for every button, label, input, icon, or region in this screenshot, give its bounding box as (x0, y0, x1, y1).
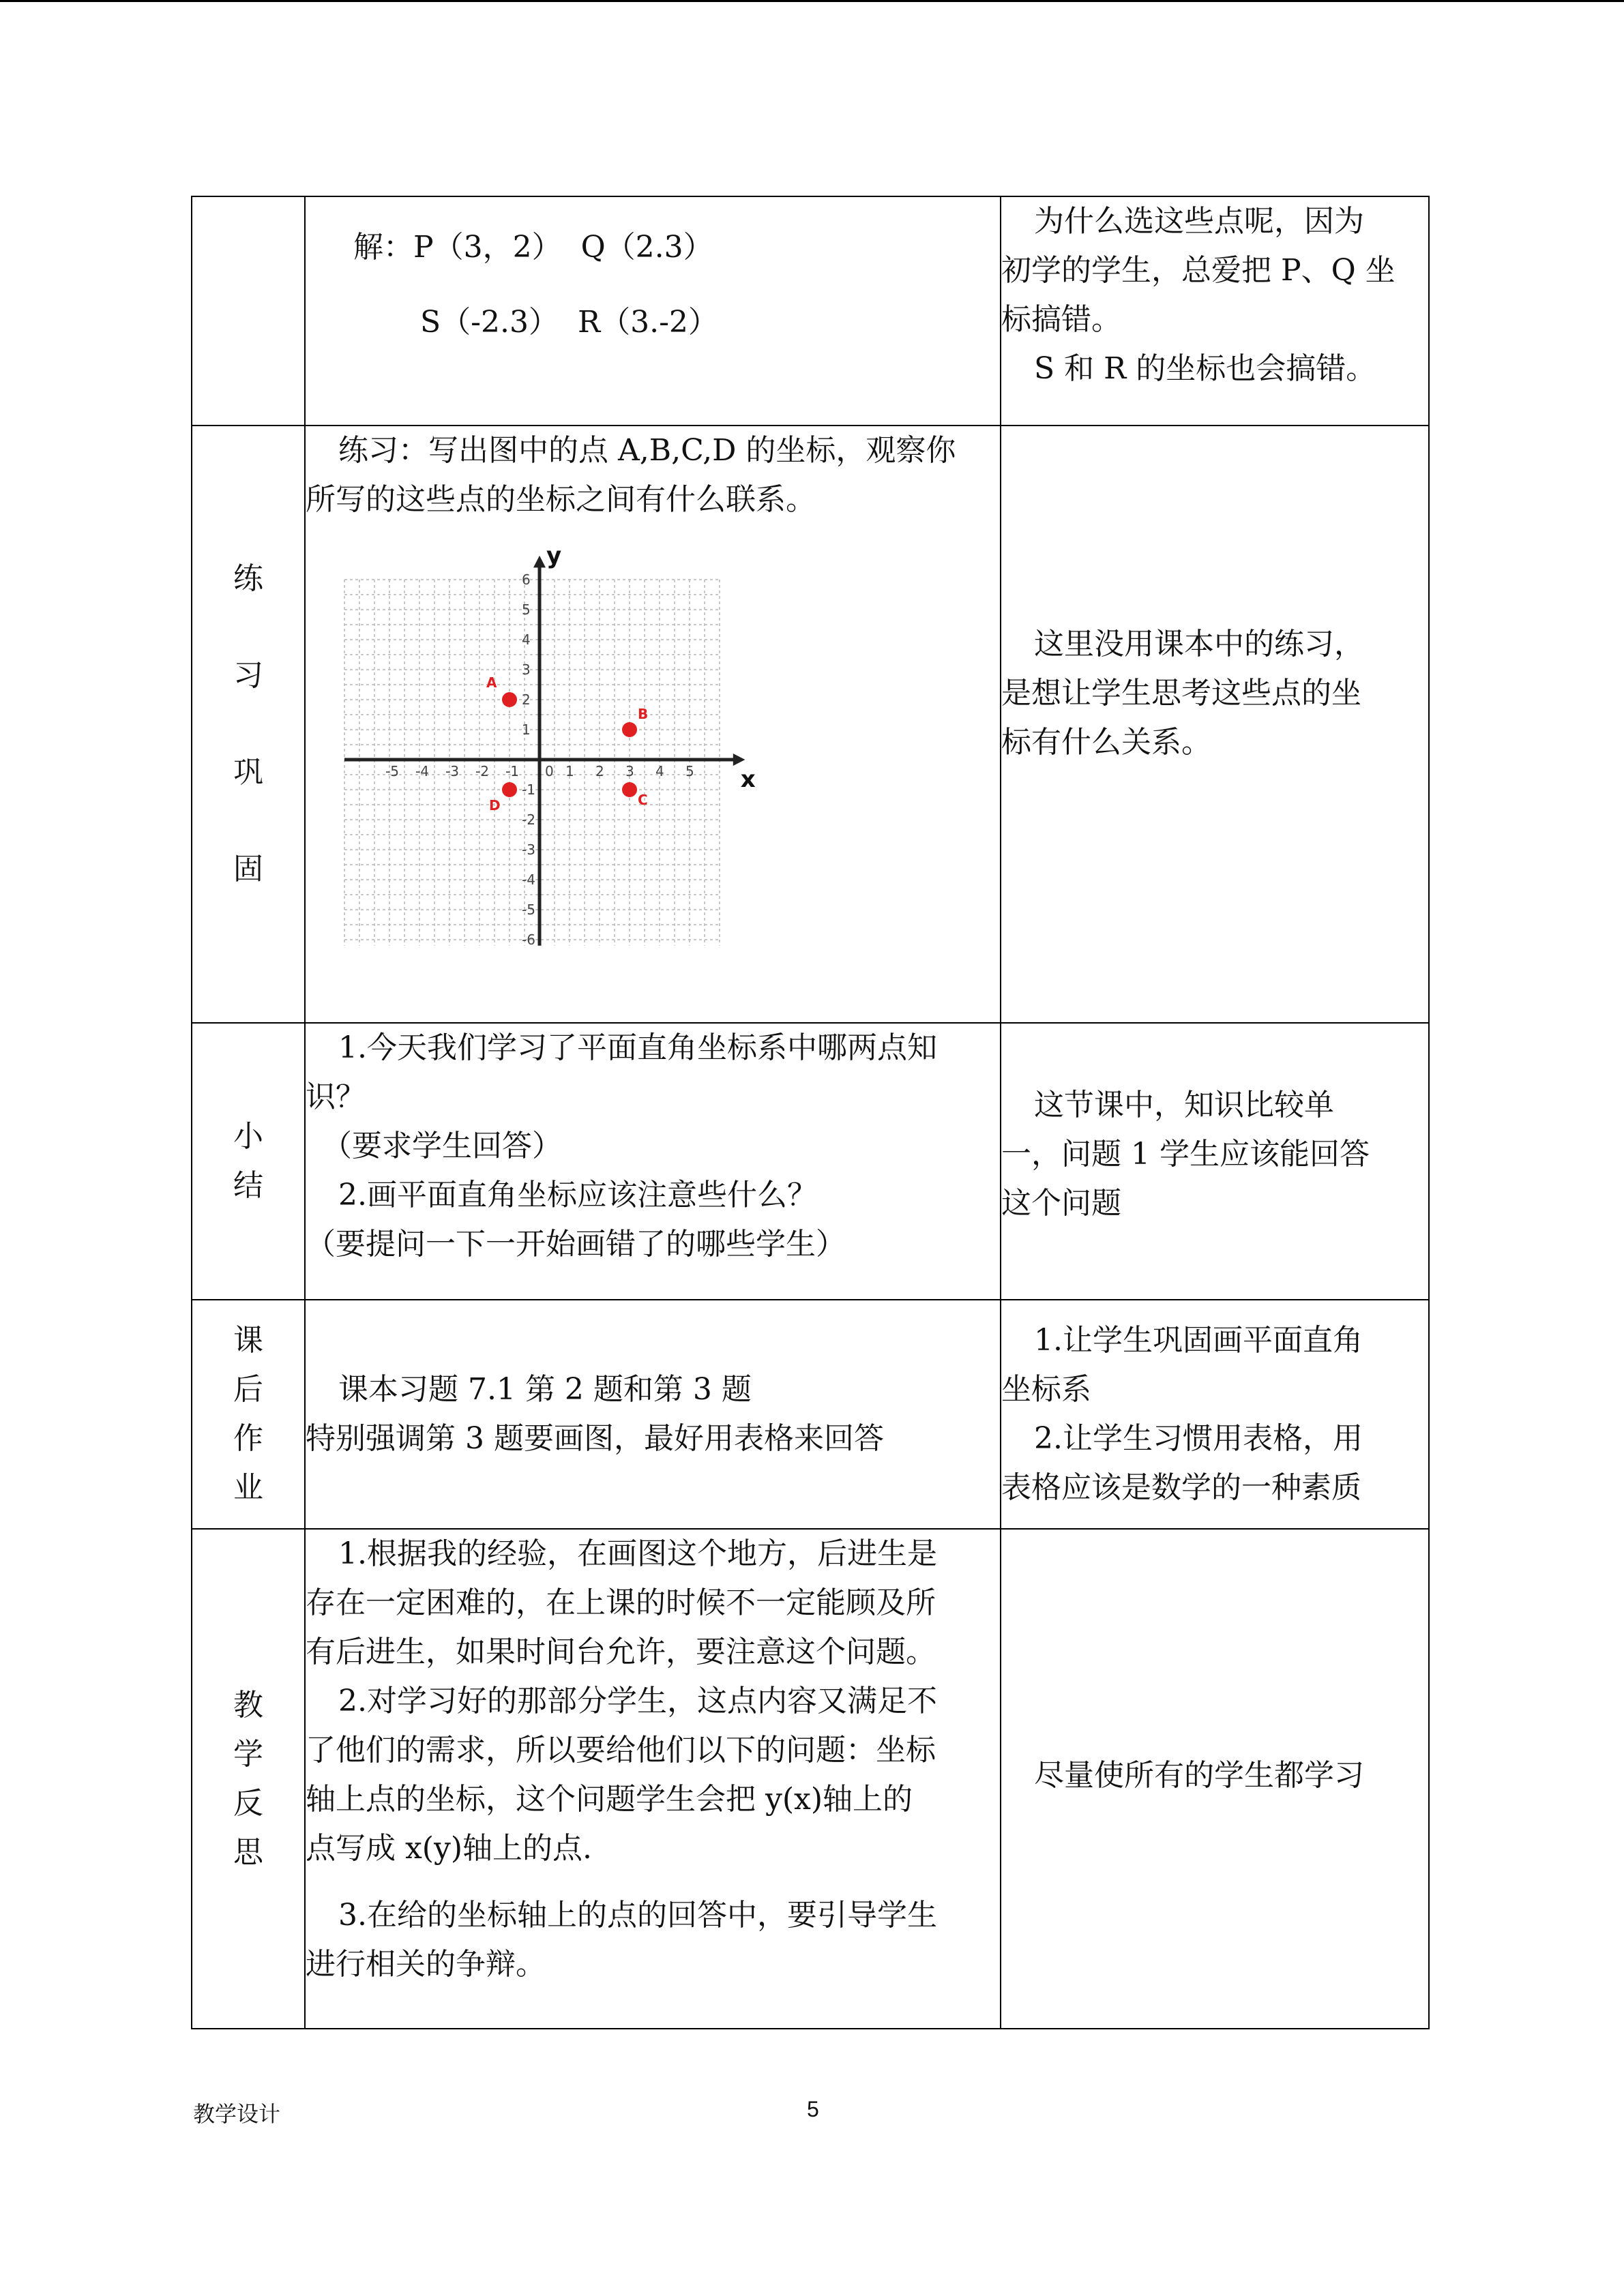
y-tick-label: -3 (522, 841, 535, 858)
x-tick-label: -2 (475, 763, 489, 779)
lesson-plan-table (191, 196, 1430, 2029)
x-tick-label: 0 (545, 763, 554, 779)
practice-line-1: 练习：写出图中的点 A,B,C,D 的坐标，观察你 (338, 433, 956, 468)
x-tick-label: 3 (625, 763, 634, 779)
reflection-label-char-3: 反 (233, 1785, 263, 1821)
row-homework (192, 1300, 1429, 1529)
summary-note-line-2: 一，问题 1 学生应该能回答 (1001, 1137, 1370, 1172)
x-tick-label: -5 (385, 763, 399, 779)
point-b-label: B (638, 706, 649, 722)
row-answer-label-cell (192, 196, 305, 426)
row-practice (192, 426, 1429, 1023)
summary-label-char-2: 结 (233, 1168, 263, 1203)
x-tick-label: 2 (595, 763, 604, 779)
y-tick-label: -4 (522, 871, 535, 888)
summary-line-2: 识？ (306, 1079, 366, 1114)
homework-label-char-1: 课 (233, 1323, 263, 1358)
row-reflection-label-cell (192, 1529, 305, 2029)
answer-line-2: S（-2.3） R（3.-2） (420, 305, 718, 340)
row-summary-label-cell (192, 1023, 305, 1300)
homework-label-char-3: 作 (233, 1421, 263, 1456)
practice-label-char-3: 巩 (233, 755, 263, 790)
y-tick-label: 6 (522, 571, 531, 588)
row-practice-note-cell (1001, 426, 1429, 1023)
practice-note-line-2: 是想让学生思考这些点的坐 (1001, 676, 1361, 711)
row-summary-content-cell (305, 1023, 1001, 1300)
homework-line-1: 课本习题 7.1 第 2 题和第 3 题 (338, 1372, 752, 1407)
footer-left-label: 教学设计 (193, 2102, 281, 2126)
reflection-line-9: 进行相关的争辩。 (306, 1947, 546, 1982)
y-axis-label: y (546, 541, 562, 569)
y-axis-arrow (533, 556, 546, 568)
homework-note-line-3: 2.让学生习惯用表格，用 (1034, 1421, 1363, 1456)
row-reflection (192, 1529, 1429, 2029)
summary-line-1: 1.今天我们学习了平面直角坐标系中哪两点知 (338, 1030, 937, 1065)
y-tick-label: -1 (522, 781, 535, 798)
homework-note-line-1: 1.让学生巩固画平面直角 (1034, 1323, 1363, 1358)
point-d-label: D (489, 797, 501, 814)
practice-label-char-4: 固 (233, 852, 263, 886)
y-tick-label: 3 (522, 661, 531, 678)
row-homework-label-cell (192, 1300, 305, 1529)
summary-label-char-1: 小 (233, 1119, 263, 1154)
reflection-line-8: 3.在给的坐标轴上的点的回答中，要引导学生 (338, 1898, 937, 1933)
reflection-line-3: 有后进生，如果时间台允许，要注意这个问题。 (306, 1635, 936, 1669)
homework-label-char-2: 后 (233, 1372, 263, 1407)
homework-note-line-2: 坐标系 (1001, 1372, 1091, 1407)
summary-line-3: （要求学生回答） (322, 1129, 562, 1163)
row-summary (192, 1023, 1429, 1300)
reflection-line-1: 1.根据我的经验，在画图这个地方，后进生是 (338, 1536, 937, 1571)
y-tick-label: -5 (522, 901, 535, 918)
row-practice-content-cell (305, 426, 1001, 1023)
row-answer-note-cell (1001, 196, 1429, 426)
summary-line-5: （要提问一下一开始画错了的哪些学生） (306, 1227, 846, 1262)
row-reflection-note-cell (1001, 1529, 1429, 2029)
x-axis-arrow (733, 754, 745, 766)
practice-line-2: 所写的这些点的坐标之间有什么联系。 (306, 482, 816, 517)
summary-note-line-3: 这个问题 (1001, 1186, 1121, 1221)
row-practice-label-cell (192, 426, 305, 1023)
reflection-label-char-4: 思 (233, 1834, 263, 1870)
x-tick-label: 5 (685, 763, 694, 779)
row-answer (192, 196, 1429, 426)
y-tick-label: -6 (522, 931, 535, 948)
homework-line-2: 特别强调第 3 题要画图，最好用表格来回答 (306, 1421, 884, 1456)
answer-line-1: 解：P（3，2） Q（2.3） (353, 230, 713, 265)
coordinate-plane-svg (346, 541, 783, 968)
x-tick-label: 1 (565, 763, 574, 779)
y-tick-label: 5 (522, 601, 531, 618)
page-top-rule (0, 0, 1624, 2)
x-tick-label: -3 (445, 763, 459, 779)
y-tick-label: 4 (522, 631, 531, 648)
y-tick-label: 2 (522, 691, 531, 708)
summary-line-4: 2.画平面直角坐标应该注意些什么？ (338, 1178, 817, 1212)
row-summary-note-cell (1001, 1023, 1429, 1300)
reflection-label-char-2: 学 (233, 1736, 263, 1772)
reflection-line-2: 存在一定困难的，在上课的时候不一定能顾及所 (306, 1585, 936, 1620)
x-axis-label: x (740, 766, 756, 793)
point-c-label: C (638, 792, 648, 808)
reflection-line-7: 点写成 x(y)轴上的点. (306, 1831, 592, 1866)
practice-label-char-1: 练 (233, 561, 263, 596)
point-c-marker (622, 782, 637, 797)
answer-note-line-4: S 和 R 的坐标也会搞错。 (1034, 351, 1376, 386)
reflection-line-5: 了他们的需求，所以要给他们以下的问题：坐标 (306, 1733, 936, 1768)
y-tick-label: -2 (522, 811, 535, 828)
point-a-label: A (486, 674, 497, 691)
summary-note-line-1: 这节课中，知识比较单 (1034, 1088, 1334, 1122)
answer-note-line-1: 为什么选这些点呢，因为 (1034, 204, 1364, 239)
y-tick-label: 1 (522, 721, 531, 738)
practice-note-line-1: 这里没用课本中的练习， (1034, 627, 1364, 661)
reflection-label-char-1: 教 (233, 1687, 263, 1723)
homework-label-char-4: 业 (233, 1470, 263, 1505)
x-tick-label: 4 (655, 763, 664, 779)
answer-note-line-3: 标搞错。 (1001, 302, 1121, 337)
row-answer-content-cell (305, 196, 1001, 426)
x-tick-label: -4 (415, 763, 429, 779)
coordinate-chart (306, 524, 1000, 983)
point-d-marker (502, 782, 517, 797)
practice-note-line-3: 标有什么关系。 (1001, 725, 1211, 760)
row-reflection-content-cell (305, 1529, 1001, 2029)
practice-label-char-2: 习 (233, 658, 263, 693)
reflection-line-4: 2.对学习好的那部分学生，这点内容又满足不 (338, 1684, 937, 1718)
page-number: 5 (807, 2097, 819, 2121)
homework-note-line-4: 表格应该是数学的一种素质 (1001, 1470, 1361, 1505)
point-a-marker (502, 692, 517, 707)
point-b-marker (622, 722, 637, 737)
row-homework-content-cell (305, 1300, 1001, 1529)
answer-note-line-2: 初学的学生，总爱把 P、Q 坐 (1001, 253, 1396, 288)
reflection-note-line-1: 尽量使所有的学生都学习 (1034, 1757, 1364, 1793)
x-tick-label: -1 (505, 763, 519, 779)
reflection-line-6: 轴上点的坐标，这个问题学生会把 y(x)轴上的 (306, 1782, 913, 1817)
row-homework-note-cell (1001, 1300, 1429, 1529)
